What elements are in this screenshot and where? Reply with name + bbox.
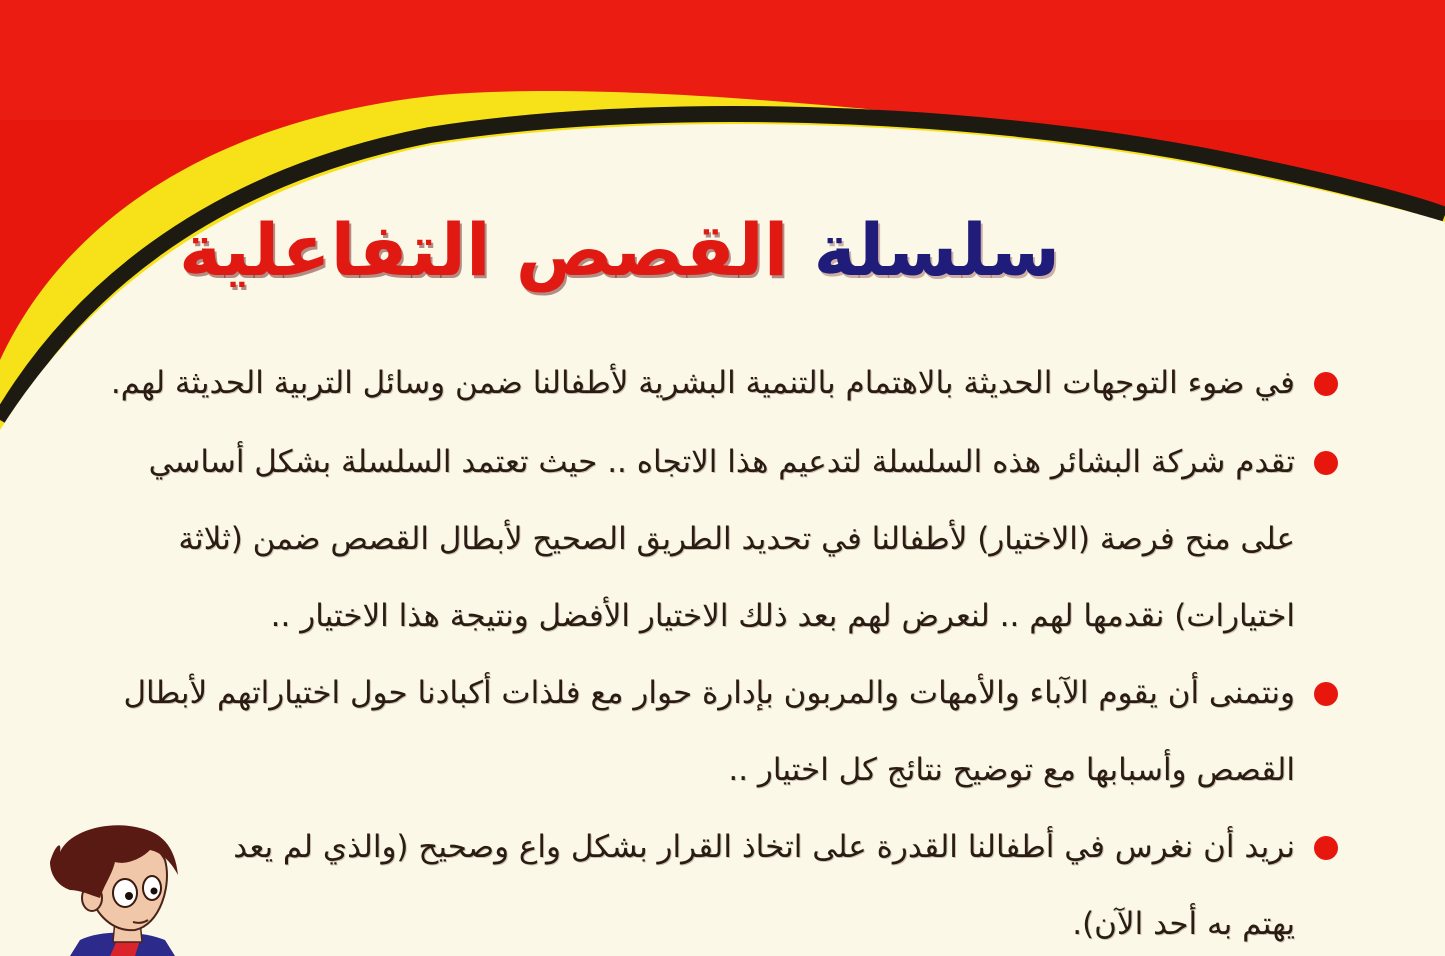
bullet-dot-icon bbox=[1314, 451, 1338, 475]
cartoon-boy-illustration bbox=[0, 790, 200, 956]
bullet-dot-icon bbox=[1314, 836, 1338, 860]
bullet-item bbox=[95, 655, 1340, 809]
bullet-item bbox=[95, 424, 1340, 655]
bullet-dot-icon bbox=[1314, 372, 1338, 396]
title-series-word: سلسلة bbox=[813, 208, 1060, 292]
bullet-list bbox=[95, 345, 1340, 956]
bullet-text: نريد أن نغرس في أطفالنا القدرة على اتخاذ القرار بشكل واع وصحيح (والذي لم يعد يهتم به أحد الآن). bbox=[233, 829, 1295, 942]
bullet-dot-icon bbox=[1314, 682, 1338, 706]
title-interactive-stories: القصص التفاعلية bbox=[179, 208, 789, 292]
bullet-item bbox=[95, 809, 1340, 956]
bullet-text: في ضوء التوجهات الحديثة بالاهتمام بالتنمية البشرية لأطفالنا ضمن وسائل التربية الحديثة لهم. bbox=[110, 365, 1295, 401]
bullet-text: ونتمنى أن يقوم الآباء والأمهات والمربون بإدارة حوار مع فلذات أكبادنا حول اختياراتهم لأبطال القصص وأسبابها مع توضيح نتائج كل اختيار .. bbox=[123, 675, 1295, 788]
bullet-item bbox=[95, 345, 1340, 422]
page-title bbox=[179, 200, 1060, 300]
bullet-text: تقدم شركة البشائر هذه السلسلة لتدعيم هذا الاتجاه .. حيث تعتمد السلسلة بشكل أساسي على منح فرصة (الاختيار) لأطفالنا في تحديد الطريق الصحيح لأبطال القصص ضمن (ثلاثة اختيارات) نقدمها لهم .. لنعرض لهم بعد ذلك الاختيار الأفضل ونتيجة هذا الاختيار .. bbox=[148, 444, 1295, 634]
